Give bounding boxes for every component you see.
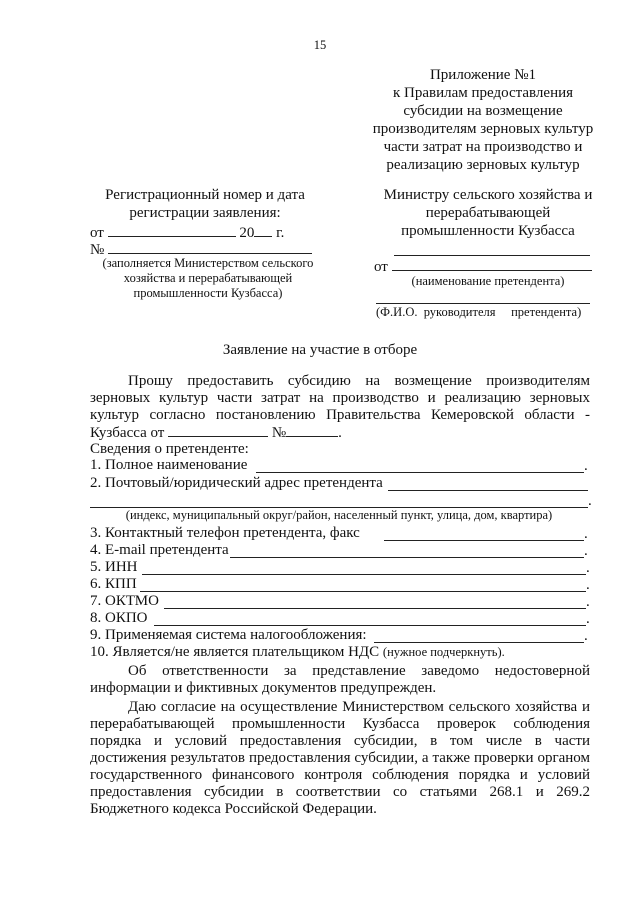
consent-line-2: перерабатывающей промышленности Кузбасса проверок соблюдения <box>90 716 590 732</box>
kpp-input[interactable] <box>140 590 586 592</box>
consent-line-5: государственного финансового контроля соблюдения порядка и условий <box>90 767 590 783</box>
registration-title-line: регистрации заявления: <box>129 205 281 221</box>
consent-line-4: достижения результатов предоставления субсидии, а также проверки органом <box>90 750 590 766</box>
dot: . <box>586 560 590 576</box>
registration-note <box>88 256 328 301</box>
intro-line-2: зерновых культур части затрат на производство и реализацию зерновых <box>90 390 590 406</box>
inn-input[interactable] <box>142 573 586 575</box>
consent-line-3: порядка и условий предоставления субсидии, в том числе в части <box>90 733 590 749</box>
vat-note: (нужное подчеркнуть). <box>382 645 505 659</box>
dot: . <box>588 493 592 509</box>
registration-title <box>80 186 330 222</box>
responsibility-line-2: информации и фиктивных документов предупрежден. <box>90 680 437 696</box>
intro-line-1: Прошу предоставить субсидию на возмещение производителям <box>128 373 590 389</box>
dot: . <box>584 628 588 644</box>
appendix-line: части затрат на производство и <box>383 139 583 155</box>
addressee-line: промышленности Кузбасса <box>401 223 575 239</box>
applicant-name-note: (наименование претендента) <box>411 274 565 288</box>
intro-prefix: Кузбасса от <box>90 425 165 441</box>
field-label: 4. E-mail претендента <box>90 542 229 558</box>
address-input[interactable] <box>388 489 588 491</box>
email-input[interactable] <box>230 556 584 558</box>
info-title: Сведения о претенденте: <box>90 441 249 457</box>
registration-note-line: (заполняется Министерством сельского <box>102 256 314 270</box>
from-prefix: от <box>374 259 388 275</box>
dot: . <box>586 577 590 593</box>
field-label: 7. ОКТМО <box>90 593 159 609</box>
dot: . <box>584 458 588 474</box>
registration-note-line: промышленности Кузбасса) <box>133 286 283 300</box>
date-suffix: г. <box>276 225 285 241</box>
consent-line-1: Даю согласие на осуществление Министерством сельского хозяйства и <box>128 699 590 715</box>
addressee-line: Министру сельского хозяйства и <box>383 187 593 203</box>
full-name-input[interactable] <box>256 471 584 473</box>
number-prefix: № <box>90 242 105 258</box>
appendix-line: субсидии на возмещение <box>403 103 563 119</box>
dot: . <box>584 526 588 542</box>
addressee-blank-line[interactable] <box>394 254 590 256</box>
fio-field[interactable] <box>376 302 590 304</box>
field-label: 6. КПП <box>90 576 137 592</box>
field-label: 10. Является/не является плательщиком НДС <box>90 644 380 660</box>
appendix-header <box>358 66 608 174</box>
registration-title-line: Регистрационный номер и дата <box>105 187 305 203</box>
field-label: 9. Применяемая система налогообложения: <box>90 627 367 643</box>
appendix-line: Приложение №1 <box>429 67 537 83</box>
document-heading: Заявление на участие в отборе <box>222 342 418 358</box>
registration-note-line: хозяйства и перерабатывающей <box>123 271 293 285</box>
consent-line-6: предоставления субсидии в соответствии со статьями 268.1 и 269.2 <box>90 784 590 800</box>
dot: . <box>586 611 590 627</box>
consent-line-7: Бюджетного кодекса Российской Федерации. <box>90 801 377 817</box>
intro-end: . <box>338 425 342 441</box>
field-label: 2. Почтовый/юридический адрес претендента <box>90 475 383 491</box>
applicant-name-field[interactable] <box>392 257 592 271</box>
date-field[interactable] <box>108 223 236 237</box>
intro-line-3: культур согласно постановлению Правительства Кемеровской области - <box>90 407 590 423</box>
appendix-line: производителям зерновых культур <box>372 121 594 137</box>
resolution-date-field[interactable] <box>168 423 268 437</box>
responsibility-line-1: Об ответственности за представление заведомо недостоверной <box>128 663 590 679</box>
field-label: 5. ИНН <box>90 559 138 575</box>
tax-system-input[interactable] <box>374 641 584 643</box>
date-year: 20 <box>239 225 255 241</box>
field-vat <box>90 644 590 661</box>
dot: . <box>586 594 590 610</box>
registration-number-field[interactable] <box>108 240 312 254</box>
field-label: 8. ОКПО <box>90 610 148 626</box>
date-prefix: от <box>90 225 104 241</box>
fio-note: (Ф.И.О. руководителя претендента) <box>376 305 582 319</box>
field-label: 3. Контактный телефон претендента, факс <box>90 525 360 541</box>
resolution-number-field[interactable] <box>286 423 338 437</box>
okpo-input[interactable] <box>154 624 586 626</box>
page-number: 15 <box>313 38 327 52</box>
addressee <box>368 186 608 240</box>
dot: . <box>584 543 588 559</box>
oktmo-input[interactable] <box>164 607 586 609</box>
addressee-line: перерабатывающей <box>425 205 551 221</box>
appendix-line: реализацию зерновых культур <box>386 157 580 173</box>
field-label: 1. Полное наименование <box>90 457 248 473</box>
address-note: (индекс, муниципальный округ/район, населенный пункт, улица, дом, квартира) <box>125 508 553 522</box>
intro-number-sign: № <box>271 425 287 441</box>
year-field[interactable] <box>254 223 272 237</box>
phone-input[interactable] <box>384 539 584 541</box>
appendix-line: к Правилам предоставления <box>392 85 574 101</box>
